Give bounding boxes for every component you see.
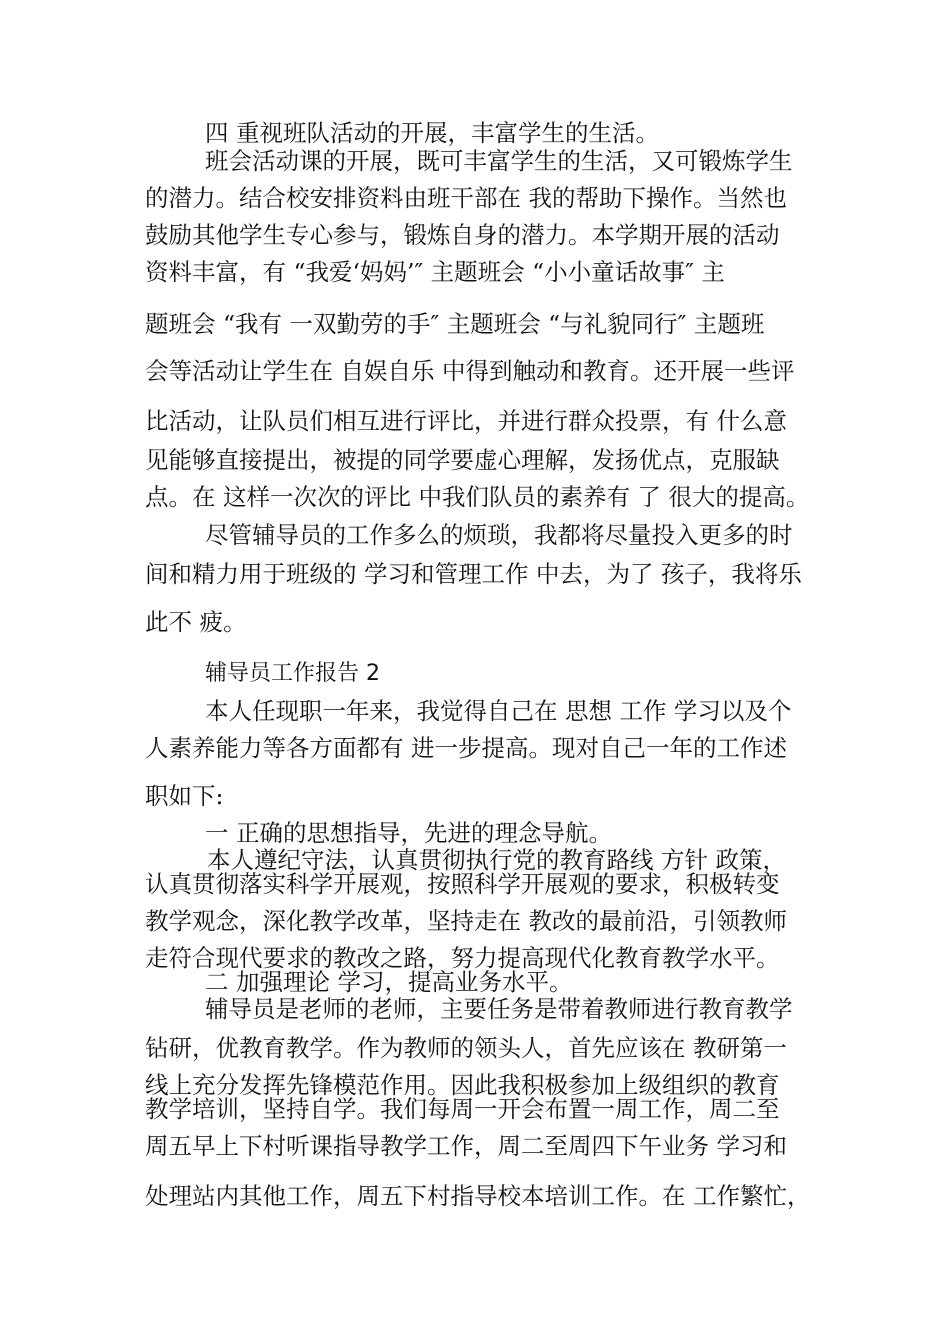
paragraph-line: 题班会 “我有 一双勤劳的手″ 主题班会 “与礼貌同行″ 主题班 [145,310,765,338]
paragraph-line: 点。在 这样一次次的评比 中我们队员的素养有 了 很大的提高。 [145,483,810,511]
paragraph-line: 班会活动课的开展，既可丰富学生的生活，又可锻炼学生 [205,147,793,175]
section-heading: 四 重视班队活动的开展，丰富学生的生活。 [205,119,659,147]
paragraph-line: 的潜力。结合校安排资料由班干部在 我的帮助下操作。当然也 [145,184,787,212]
paragraph-line: 比活动，让队员们相互进行评比，并进行群众投票，有 什么意 [145,407,787,435]
paragraph-line: 处理站内其他工作，周五下村指导校本培训工作。在 工作繁忙， [145,1182,811,1210]
paragraph-line: 走符合现代要求的教改之路，努力提高现代化教育教学水平。 [145,944,780,972]
paragraph-line: 见能够直接提出，被提的同学要虚心理解，发扬优点，克服缺 [145,446,780,474]
paragraph-line: 教学培训，坚持自学。我们每周一开会布置一周工作，周二至 [145,1095,780,1123]
paragraph-line: 周五早上下村听课指导教学工作，周二至周四下午业务 学习和 [145,1132,787,1160]
paragraph-line: 辅导员是老师的老师，主要任务是带着教师进行教育教学 [205,995,793,1023]
paragraph-line: 职如下: [145,782,224,810]
paragraph-line: 本人遵纪守法，认真贯彻执行党的教育路线 方针 政策， [207,846,786,874]
paragraph-line: 本人任现职一年来，我觉得自己在 思想 工作 学习以及个 [205,697,792,725]
paragraph-line: 资料丰富，有 “我爱‘妈妈’″ 主题班会 “小小童话故事″ 主 [145,258,725,286]
section-heading: 一 正确的思想指导，先进的理念导航。 [205,819,612,847]
paragraph-line: 间和精力用于班级的 学习和管理工作 中去，为了 孩子，我将乐 [145,560,802,588]
paragraph-line: 认真贯彻落实科学开展观，按照科学开展观的要求，积极转变 [145,870,780,898]
section-heading: 二 加强理论 学习，提高业务水平。 [205,968,573,996]
paragraph-line: 尽管辅导员的工作多么的烦琐，我都将尽量投入更多的时 [205,521,793,549]
paragraph-line: 鼓励其他学生专心参与，锻炼自身的潜力。本学期开展的活动 [145,221,780,249]
paragraph-line: 人素养能力等各方面都有 进一步提高。现对自己一年的工作述 [145,734,787,762]
paragraph-line: 此不 疲。 [145,608,247,636]
paragraph-line: 钻研，优教育教学。作为教师的领头人，首先应该在 教研第一 [145,1034,787,1062]
paragraph-line: 线上充分发挥先锋模范作用。因此我积极参加上级组织的教育 [145,1071,780,1099]
paragraph-line: 会等活动让学生在 自娱自乐 中得到触动和教育。还开展一些评 [145,357,795,385]
paragraph-line: 教学观念，深化教学改革，坚持走在 教改的最前沿，引领教师 [145,907,787,935]
report-title: 辅导员工作报告 2 [205,661,380,686]
